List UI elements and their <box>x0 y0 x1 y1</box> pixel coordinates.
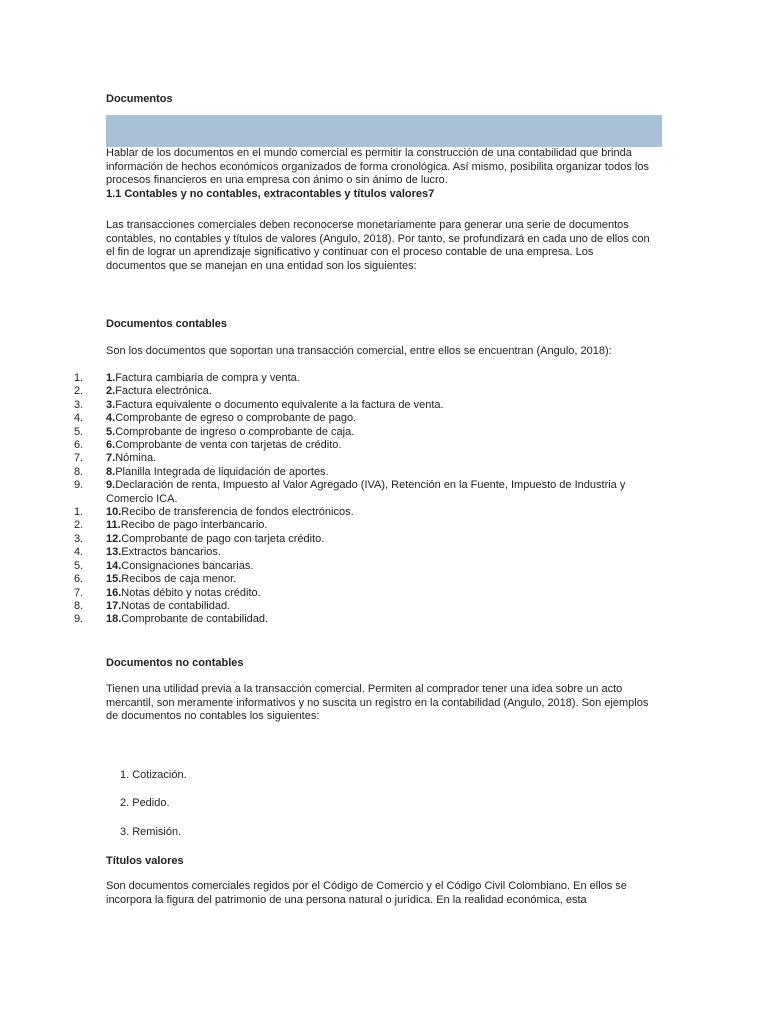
contables-list-item <box>74 600 646 613</box>
list-item-text: Comprobante de contabilidad. <box>121 613 269 626</box>
list-item-text: Nómina. <box>115 452 157 465</box>
contables-list-item <box>74 560 646 573</box>
list-bold-number: 10. <box>106 506 122 519</box>
titulos-heading: Títulos valores <box>106 855 184 867</box>
list-text <box>106 412 646 425</box>
contables-list-item <box>74 613 646 626</box>
no-contables-item: 2. Pedido. <box>120 797 170 809</box>
contables-list-item <box>74 573 646 586</box>
list-number: 8. <box>74 465 84 478</box>
contables-list-item <box>74 479 646 506</box>
list-item-text: Factura equivalente o documento equivalente a la factura de venta. <box>115 398 444 411</box>
list-bold-number: 3. <box>106 398 116 411</box>
contables-list-item <box>74 426 646 439</box>
list-text <box>106 399 646 412</box>
contables-list-item <box>74 439 646 452</box>
list-number: 4. <box>74 412 84 425</box>
contables-list-item <box>74 412 646 425</box>
no-contables-item: 3. Remisión. <box>120 826 182 838</box>
section1-heading: 1.1 Contables y no contables, extracontables y títulos valores7 <box>106 188 435 200</box>
contables-list <box>74 372 646 627</box>
list-number: 9. <box>74 479 84 492</box>
list-item-text: Recibo de transferencia de fondos electrónicos. <box>121 506 354 519</box>
list-item-text: Declaración de renta, Impuesto al Valor Agregado (IVA), Retención en la Fuente, Impuesto de Industria y Comercio ICA. <box>106 479 626 505</box>
contables-list-item <box>74 466 646 479</box>
list-bold-number: 16. <box>106 586 122 599</box>
list-item-text: Factura electrónica. <box>115 385 212 398</box>
list-bold-number: 7. <box>106 452 116 465</box>
contables-list-item <box>74 533 646 546</box>
list-text <box>106 613 646 626</box>
list-item-text: Comprobante de egreso o comprobante de pago. <box>115 412 357 425</box>
list-number: 2. <box>74 519 84 532</box>
list-item-text: Comprobante de venta con tarjetas de crédito. <box>115 439 342 452</box>
list-item-text: Notas de contabilidad. <box>121 599 231 612</box>
list-item-text: Extractos bancarios. <box>121 546 221 559</box>
contables-list-item <box>74 519 646 532</box>
contables-list-item <box>74 452 646 465</box>
list-bold-number: 12. <box>106 532 122 545</box>
list-text <box>106 426 646 439</box>
list-text <box>106 452 646 465</box>
list-bold-number: 6. <box>106 439 116 452</box>
list-number: 3. <box>74 398 84 411</box>
contables-heading: Documentos contables <box>106 318 228 330</box>
no-contables-item: 1. Cotización. <box>120 769 187 781</box>
list-bold-number: 4. <box>106 412 116 425</box>
list-bold-number: 15. <box>106 573 122 586</box>
header-band <box>106 115 662 147</box>
list-bold-number: 2. <box>106 385 116 398</box>
list-bold-number: 9. <box>106 479 116 492</box>
list-bold-number: 18. <box>106 613 122 626</box>
list-number: 3. <box>74 532 84 545</box>
list-text <box>106 479 646 506</box>
list-text <box>106 560 646 573</box>
list-item-text: Comprobante de pago con tarjeta crédito. <box>121 532 325 545</box>
list-number: 6. <box>74 439 84 452</box>
list-text <box>106 587 646 600</box>
contables-list-item <box>74 399 646 412</box>
list-number: 9. <box>74 613 84 626</box>
list-number: 1. <box>74 372 84 384</box>
list-text <box>106 519 646 532</box>
contables-list-item <box>74 506 646 519</box>
list-bold-number: 14. <box>106 559 122 572</box>
list-bold-number: 5. <box>106 425 116 438</box>
contables-paragraph: Son los documentos que soportan una transacción comercial, entre ellos se encuentran (Angulo, 2018): <box>106 345 612 357</box>
list-text <box>106 533 646 546</box>
list-number: 8. <box>74 599 84 612</box>
list-text <box>106 385 646 398</box>
list-number: 5. <box>74 425 84 438</box>
list-text <box>106 439 646 452</box>
no-contables-paragraph: Tienen una utilidad previa a la transacción comercial. Permiten al comprador tener una idea sobre un acto mercantil, son meramente informativos y no suscita un registro en la contabilidad (Angulo, 2018). Son ejemplos de documentos no contables los siguientes: <box>106 683 649 722</box>
list-number: 7. <box>74 452 84 465</box>
list-text <box>106 372 646 385</box>
list-number: 4. <box>74 546 84 559</box>
contables-list-item <box>74 372 646 385</box>
list-bold-number: 1. <box>106 372 116 384</box>
list-bold-number: 13. <box>106 546 122 559</box>
intro-paragraph: Hablar de los documentos en el mundo comercial es permitir la construcción de una contabilidad que brinda información de hechos económicos organizados de forma cronológica. Así mismo, posibilita organizar todos los procesos financieros en una empresa con ánimo o sin ánimo de lucro. <box>106 147 649 186</box>
list-text <box>106 573 646 586</box>
list-item-text: Notas débito y notas crédito. <box>121 586 261 599</box>
list-text <box>106 506 646 519</box>
list-bold-number: 11. <box>106 519 121 532</box>
list-number: 7. <box>74 586 84 599</box>
list-item-text: Planilla Integrada de liquidación de aportes. <box>115 465 329 478</box>
contables-list-item <box>74 385 646 398</box>
list-text <box>106 600 646 613</box>
document-title: Documentos <box>106 93 173 105</box>
titulos-paragraph: Son documentos comerciales regidos por el Código de Comercio y el Código Civil Colombiano. En ellos se incorpora la figura del patrimonio de una persona natural o jurídica. En la realidad económica, esta <box>106 880 627 906</box>
section1-paragraph: Las transacciones comerciales deben reconocerse monetariamente para generar una serie de documentos contables, no contables y títulos de valores (Angulo, 2018). Por tanto, se profundizará en cada uno de ellos con el fin de lograr un aprendizaje significativo y continuar con el proceso contable de una empresa. Los documentos que se manejan en una entidad son los siguientes: <box>106 219 650 272</box>
no-contables-heading: Documentos no contables <box>106 657 244 669</box>
contables-list-item <box>74 587 646 600</box>
list-number: 1. <box>74 506 84 519</box>
list-bold-number: 8. <box>106 465 116 478</box>
list-bold-number: 17. <box>106 599 122 612</box>
list-text <box>106 466 646 479</box>
list-item-text: Factura cambiaria de compra y venta. <box>115 372 300 384</box>
list-item-text: Comprobante de ingreso o comprobante de caja. <box>115 425 355 438</box>
list-text <box>106 546 646 559</box>
list-item-text: Recibos de caja menor. <box>121 573 237 586</box>
contables-list-item <box>74 546 646 559</box>
list-number: 2. <box>74 385 84 398</box>
list-item-text: Recibo de pago interbancario. <box>120 519 268 532</box>
list-number: 5. <box>74 559 84 572</box>
list-number: 6. <box>74 573 84 586</box>
list-item-text: Consignaciones bancarias. <box>121 559 254 572</box>
